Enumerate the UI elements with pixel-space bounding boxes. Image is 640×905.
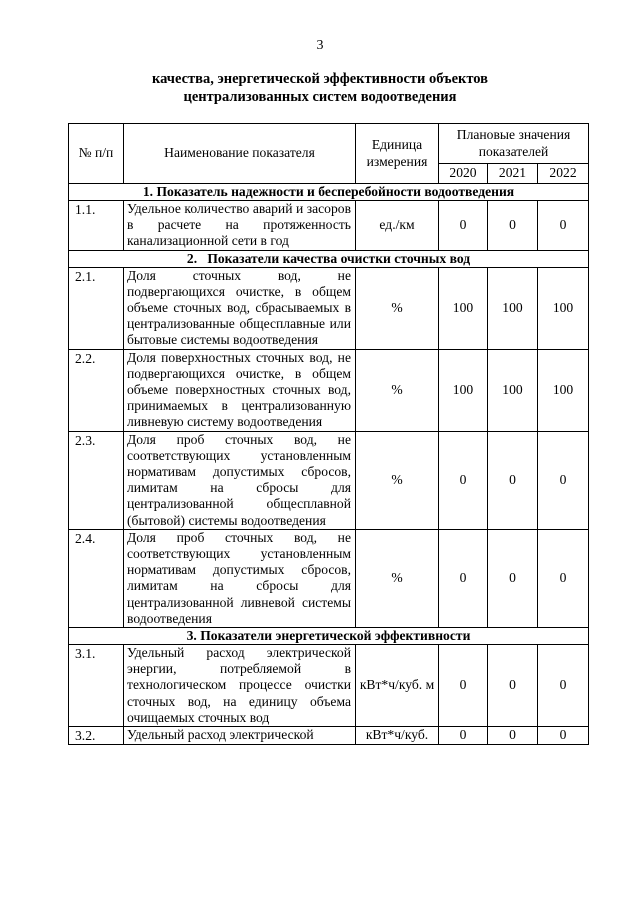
value-2020: 0 bbox=[439, 645, 488, 727]
header-year-2020: 2020 bbox=[439, 164, 488, 184]
header-unit-line-1: Единица bbox=[371, 137, 423, 153]
heading-line-2: централизованных систем водоотведения bbox=[183, 89, 457, 105]
table-row bbox=[69, 349, 589, 431]
header-plan-line-1: Плановые значения bbox=[456, 127, 571, 143]
unit-cell: % bbox=[356, 529, 439, 627]
value-2021: 0 bbox=[488, 529, 538, 627]
unit-cell: ед./км bbox=[356, 201, 439, 251]
section-title: 2. Показатели качества очистки сточных вод bbox=[69, 250, 589, 267]
indicator-name: Доля сточных вод, не подвергающихся очистке, в общем объеме сточных вод, сбрасываемых в централизованные общесплавные или бытовые системы водоотведения bbox=[124, 267, 356, 349]
header-num: № п/п bbox=[69, 124, 124, 184]
value-2020: 0 bbox=[439, 727, 488, 745]
table-row bbox=[69, 267, 589, 349]
document-heading bbox=[0, 70, 640, 106]
table-row bbox=[69, 201, 589, 251]
value-2020: 100 bbox=[439, 349, 488, 431]
value-2021: 100 bbox=[488, 267, 538, 349]
table-row bbox=[69, 727, 589, 745]
value-2020: 100 bbox=[439, 267, 488, 349]
indicators-table bbox=[68, 123, 589, 745]
value-2021: 0 bbox=[488, 431, 538, 529]
row-number: 2.4. bbox=[69, 529, 124, 627]
page-number: 3 bbox=[316, 38, 324, 53]
row-number: 3.2. bbox=[69, 727, 124, 745]
unit-cell: кВт*ч/куб. м bbox=[356, 645, 439, 727]
table-row bbox=[69, 431, 589, 529]
row-number: 2.1. bbox=[69, 267, 124, 349]
indicator-name: Удельный расход электрической энергии, потребляемой в технологическом процессе очистки сточных вод, на единицу объема очищаемых сточных вод bbox=[124, 645, 356, 727]
value-2022: 100 bbox=[538, 267, 589, 349]
value-2021: 0 bbox=[488, 201, 538, 251]
value-2022: 0 bbox=[538, 431, 589, 529]
unit-cell: % bbox=[356, 349, 439, 431]
header-plan bbox=[439, 124, 589, 164]
header-plan-line-2: показателей bbox=[478, 143, 549, 159]
value-2020: 0 bbox=[439, 201, 488, 251]
header-year-2021: 2021 bbox=[488, 164, 538, 184]
value-2021: 100 bbox=[488, 349, 538, 431]
table-row bbox=[69, 529, 589, 627]
section-title: 3. Показатели энергетической эффективности bbox=[69, 628, 589, 645]
value-2020: 0 bbox=[439, 529, 488, 627]
value-2022: 0 bbox=[538, 645, 589, 727]
header-unit-line-2: измерения bbox=[366, 153, 428, 169]
section-title: 1. Показатель надежности и бесперебойности водоотведения bbox=[69, 184, 589, 201]
heading-line-1: качества, энергетической эффективности объектов bbox=[151, 71, 489, 87]
unit-cell: % bbox=[356, 267, 439, 349]
value-2022: 0 bbox=[538, 727, 589, 745]
header-unit bbox=[356, 124, 439, 184]
header-year-2022: 2022 bbox=[538, 164, 589, 184]
header-name: Наименование показателя bbox=[124, 124, 356, 184]
indicator-name: Удельный расход электрической bbox=[124, 727, 356, 745]
row-number: 2.2. bbox=[69, 349, 124, 431]
indicator-name: Удельное количество аварий и засоров в расчете на протяженность канализационной сети в год bbox=[124, 201, 356, 251]
unit-cell: кВт*ч/куб. bbox=[356, 727, 439, 745]
row-number: 3.1. bbox=[69, 645, 124, 727]
unit-cell: % bbox=[356, 431, 439, 529]
row-number: 2.3. bbox=[69, 431, 124, 529]
value-2021: 0 bbox=[488, 645, 538, 727]
value-2020: 0 bbox=[439, 431, 488, 529]
row-number: 1.1. bbox=[69, 201, 124, 251]
value-2022: 100 bbox=[538, 349, 589, 431]
indicator-name: Доля проб сточных вод, не соответствующих установленным нормативам допустимых сбросов, лимитам на сбросы для централизованной общесплавной (бытовой) системы водоотведения bbox=[124, 431, 356, 529]
value-2022: 0 bbox=[538, 201, 589, 251]
table-row bbox=[69, 645, 589, 727]
indicator-name: Доля поверхностных сточных вод, не подвергающихся очистке, в общем объеме поверхностных сточных вод, принимаемых в централизованную ливневую систему водоотведения bbox=[124, 349, 356, 431]
value-2021: 0 bbox=[488, 727, 538, 745]
value-2022: 0 bbox=[538, 529, 589, 627]
indicator-name: Доля проб сточных вод, не соответствующих установленным нормативам допустимых сбросов, лимитам на сбросы для централизованной ливневой системы водоотведения bbox=[124, 529, 356, 627]
